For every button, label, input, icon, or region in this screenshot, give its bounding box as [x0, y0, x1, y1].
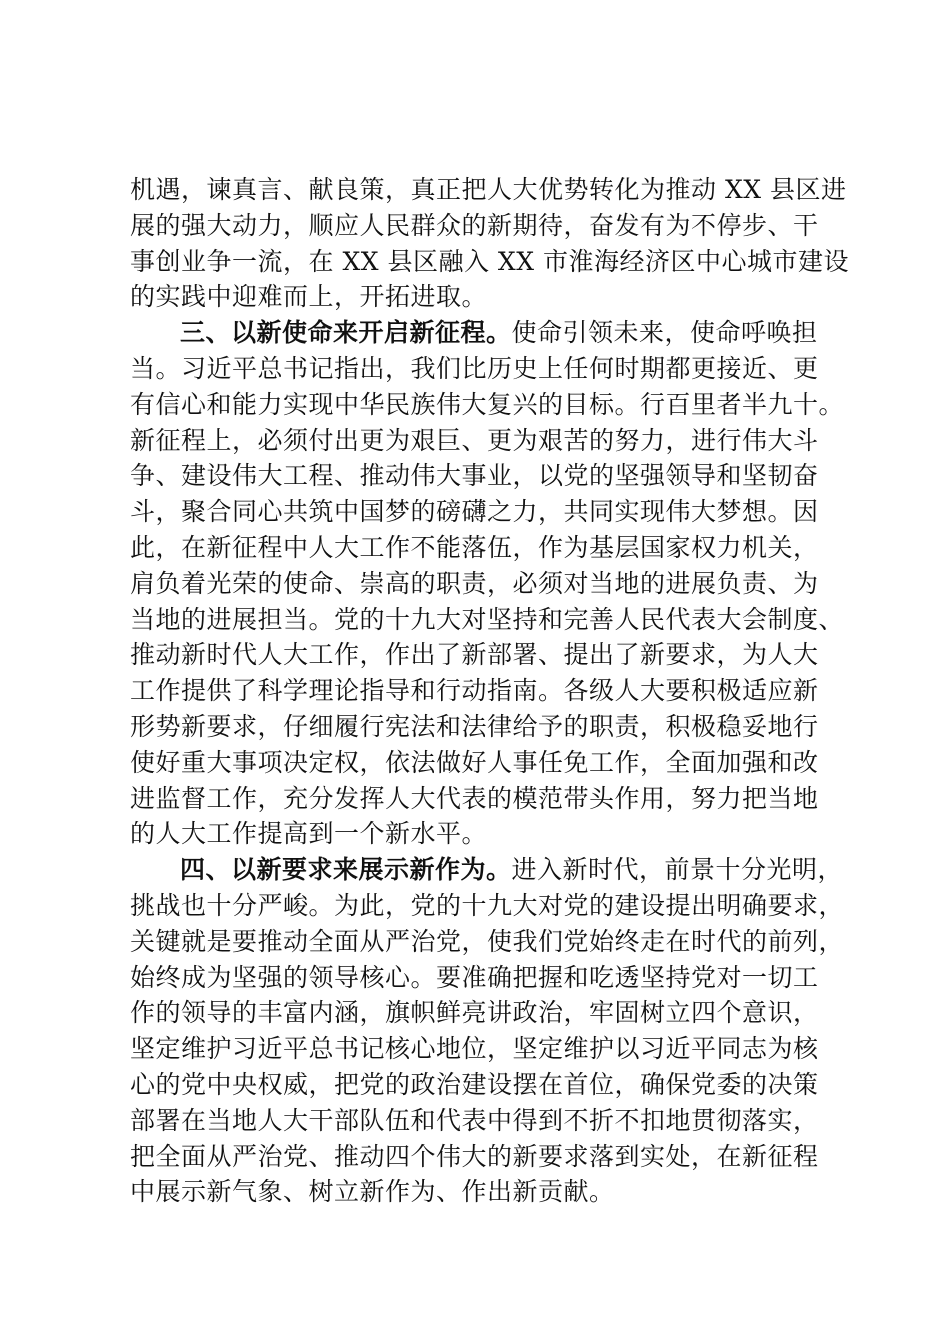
text-line: 争、建设伟大工程、推动伟大事业，以党的坚强领导和坚韧奋 — [130, 461, 819, 491]
document-body — [130, 172, 849, 1210]
text-line: 中展示新气象、树立新作为、作出新贡献。 — [130, 1177, 615, 1207]
text-line: 的实践中迎难而上，开拓进取。 — [130, 282, 488, 312]
text-line: 部署在当地人大干部队伍和代表中得到不折不扣地贯彻落实， — [130, 1105, 819, 1135]
text-line: 肩负着光荣的使命、崇高的职责，必须对当地的进展负责、为 — [130, 568, 819, 598]
text-line — [130, 852, 844, 888]
text-line: 推动新时代人大工作，作出了新部署、提出了新要求，为人大 — [130, 640, 819, 670]
text-line: 心的党中央权威，把党的政治建设摆在首位，确保党委的决策 — [130, 1069, 819, 1099]
text-line: 机遇，谏真言、献良策，真正把人大优势转化为推动 XX 县区进 — [130, 175, 847, 204]
paragraph-section-three — [130, 315, 845, 852]
text-line: 的人大工作提高到一个新水平。 — [130, 819, 488, 849]
text-line: 坚定维护习近平总书记核心地位，坚定维护以习近平同志为核 — [130, 1034, 819, 1064]
section-heading: 四、以新要求来展示新作为。 — [180, 855, 512, 885]
paragraph-continuation — [130, 172, 849, 315]
text-line: 新征程上，必须付出更为艰巨、更为艰苦的努力，进行伟大斗 — [130, 425, 819, 455]
text-line: 作的领导的丰富内涵，旗帜鲜亮讲政治，牢固树立四个意识， — [130, 998, 819, 1028]
text-line: 展的强大动力，顺应人民群众的新期待，奋发有为不停步、干 — [130, 210, 819, 240]
text-line: 当。习近平总书记指出，我们比历史上任何时期都更接近、更 — [130, 353, 819, 383]
text-line: 形势新要求，仔细履行宪法和法律给予的职责，积极稳妥地行 — [130, 711, 819, 741]
paragraph-section-four — [130, 852, 845, 1210]
text-line: 挑战也十分严峻。为此，党的十九大对党的建设提出明确要求， — [130, 890, 845, 920]
text-run: 进入新时代，前景十分光明， — [511, 855, 844, 885]
text-line: 关键就是要推动全面从严治党，使我们党始终走在时代的前列， — [130, 926, 845, 956]
section-heading: 三、以新使命来开启新征程。 — [180, 318, 512, 348]
text-line: 事创业争一流，在 XX 县区融入 XX 市淮海经济区中心城市建设 — [130, 246, 849, 276]
text-line: 工作提供了科学理论指导和行动指南。各级人大要积极适应新 — [130, 676, 819, 706]
text-line: 使好重大事项决定权，依法做好人事任免工作，全面加强和改 — [130, 747, 819, 777]
text-line: 始终成为坚强的领导核心。要准确把握和吃透坚持党对一切工 — [130, 962, 819, 992]
text-line: 把全面从严治党、推动四个伟大的新要求落到实处，在新征程 — [130, 1141, 819, 1171]
text-line — [130, 315, 830, 351]
text-line: 进监督工作，充分发挥人大代表的模范带头作用，努力把当地 — [130, 783, 819, 813]
text-line: 斗，聚合同心共筑中国梦的磅礴之力，共同实现伟大梦想。因 — [130, 497, 819, 527]
text-line: 有信心和能力实现中华民族伟大复兴的目标。行百里者半九十。 — [130, 389, 845, 419]
text-line: 此，在新征程中人大工作不能落伍，作为基层国家权力机关， — [130, 532, 819, 562]
text-run: 使命引领未来，使命呼唤担 — [511, 318, 818, 348]
text-line: 当地的进展担当。党的十九大对坚持和完善人民代表大会制度、 — [130, 604, 845, 634]
